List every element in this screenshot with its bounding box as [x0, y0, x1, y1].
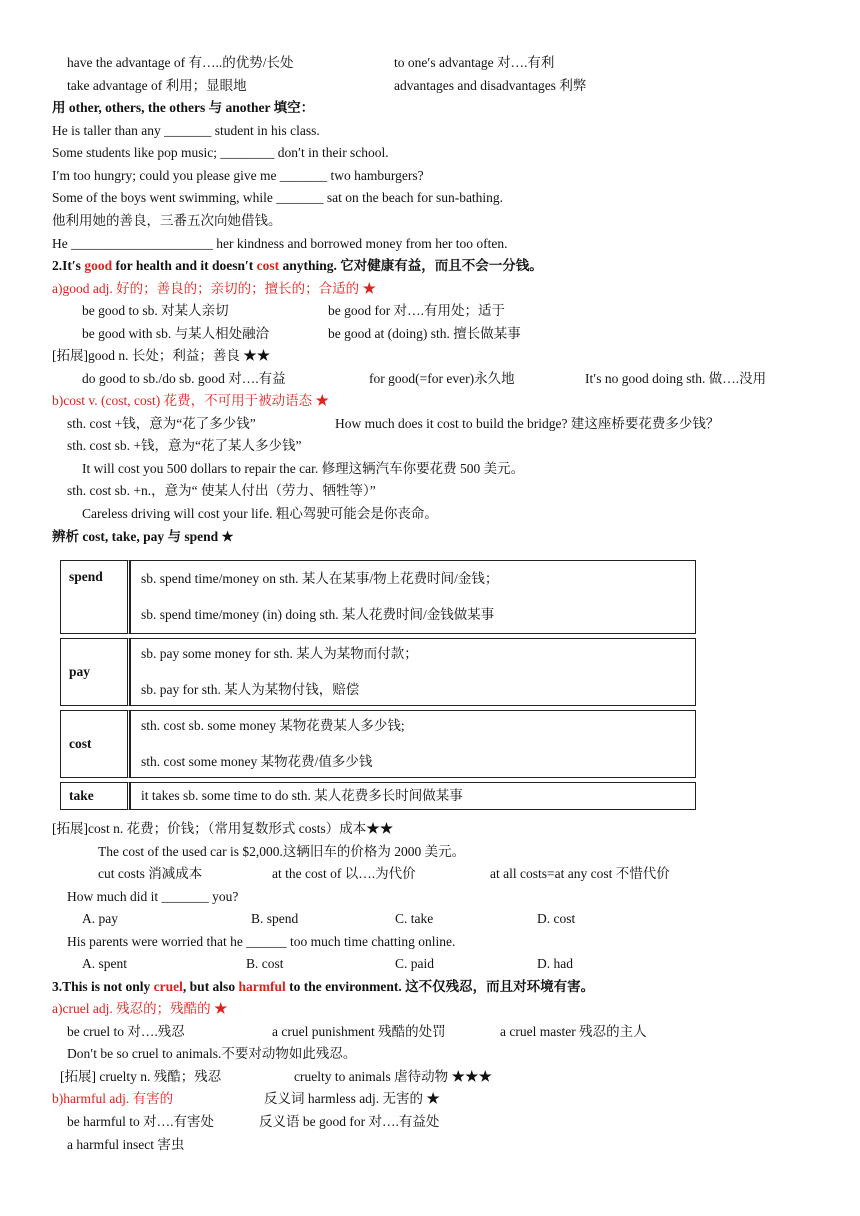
definition-cruel-adj: a)cruel adj. 残忍的；残酷的 ★ — [52, 1001, 228, 1016]
table-cell-line: sb. pay for sth. 某人为某物付钱，赔偿 — [141, 682, 360, 697]
comparison-table — [60, 556, 696, 814]
table-key: spend — [60, 560, 130, 634]
option: B. cost — [246, 956, 284, 971]
table-row — [60, 560, 696, 634]
comparison-heading: 辨析 cost, take, pay 与 spend ★ — [52, 529, 234, 544]
question-1: How much did it _______ you? — [67, 889, 239, 904]
keyword-harmful: harmful — [238, 979, 286, 994]
phrase: It′s no good doing sth. 做….没用 — [585, 371, 767, 386]
phrase-take-advantage: take advantage of 利用；显眼地 — [67, 78, 247, 93]
phrase: a cruel master 残忍的主人 — [500, 1024, 647, 1039]
section-heading-2: 2.It′s good for health and it doesn′t cost anything. 它对健康有益，而且不会一分钱。 — [52, 258, 543, 273]
definition-cost-verb: b)cost v. (cost, cost) 花费，不可用于被动语态 ★ — [52, 393, 329, 408]
phrase: at the cost of 以….为代价 — [272, 866, 416, 881]
phrase-ones-advantage: to one′s advantage 对….有利 — [394, 55, 555, 70]
phrase: at all costs=at any cost 不惜代价 — [490, 866, 670, 881]
example: How much does it cost to build the bridge? 建这座桥要花费多少钱？ — [335, 416, 720, 431]
table-row — [60, 782, 696, 810]
translation-prompt: 他利用她的善良，三番五次向她借钱。 — [52, 213, 282, 228]
phrase-advantages-disadvantages: advantages and disadvantages 利弊 — [394, 78, 587, 93]
translation-blank: He _____________________ her kindness and borrowed money from her too often. — [52, 236, 508, 251]
option: C. paid — [395, 956, 434, 971]
exercise-sentence: Some students like pop music; ________ don′t in their school. — [52, 145, 389, 160]
exercise-heading-other: 用 other, others, the others 与 another 填空： — [52, 100, 315, 115]
exercise-sentence: I′m too hungry; could you please give me _______ two hamburgers? — [52, 168, 424, 183]
table-cell-line: sth. cost some money 某物花费/值多少钱 — [141, 754, 373, 769]
phrase: 反义语 be good for 对….有益处 — [259, 1114, 440, 1129]
phrase: be good with sb. 与某人相处融洽 — [82, 326, 270, 341]
table-cell-line: sb. spend time/money (in) doing sth. 某人花费时间/金钱做某事 — [141, 607, 495, 622]
definition-good-adj: a)good adj. 好的；善良的；亲切的；擅长的；合适的 ★ — [52, 281, 376, 296]
example: Careless driving will cost your life. 粗心驾驶可能会是你丧命。 — [82, 506, 438, 521]
phrase: cruelty to animals 虐待动物 ★★★ — [294, 1069, 492, 1084]
table-cell-line: sb. spend time/money on sth. 某人在某事/物上花费时间/金钱； — [141, 571, 499, 586]
phrase: do good to sb./do sb. good 对….有益 — [82, 371, 286, 386]
table-key: cost — [60, 710, 130, 778]
extension-cost-noun: [拓展]cost n. 花费；价钱；（常用复数形式 costs）成本★★ — [52, 821, 394, 836]
option: B. spend — [251, 911, 299, 926]
phrase: be good to sb. 对某人亲切 — [82, 303, 229, 318]
exercise-sentence: Some of the boys went swimming, while _______ sat on the beach for sun-bathing. — [52, 190, 504, 205]
extension-good-noun: [拓展]good n. 长处；利益；善良 ★★ — [52, 348, 271, 363]
phrase: be cruel to 对….残忍 — [67, 1024, 185, 1039]
example: It will cost you 500 dollars to repair the car. 修理这辆汽车你要花费 500 美元。 — [82, 461, 525, 476]
table-key: take — [60, 782, 130, 810]
option: A. spent — [82, 956, 127, 971]
exercise-sentence: He is taller than any _______ student in his class. — [52, 123, 320, 138]
table-cell-line: sth. cost sb. some money 某物花费某人多少钱; — [141, 718, 405, 733]
option: D. cost — [537, 911, 576, 926]
phrase: be good at (doing) sth. 擅长做某事 — [328, 326, 521, 341]
option: A. pay — [82, 911, 118, 926]
table-row — [60, 638, 696, 706]
table-key: pay — [60, 638, 130, 706]
usage: sth. cost sb. +n.，意为“ 使某人付出（劳力、牺牲等）” — [67, 483, 376, 498]
table-cell-line: it takes sb. some time to do sth. 某人花费多长时间做某事 — [141, 788, 463, 803]
example: The cost of the used car is $2,000.这辆旧车的价格为 2000 美元。 — [98, 844, 466, 859]
keyword-cruel: cruel — [153, 979, 183, 994]
definition-harmful-adj: b)harmful adj. 有害的 — [52, 1091, 174, 1106]
phrase-have-advantage: have the advantage of 有…..的优势/长处 — [67, 55, 294, 70]
antonym: 反义词 harmless adj. 无害的 ★ — [264, 1091, 440, 1106]
phrase: for good(=for ever)永久地 — [369, 371, 515, 386]
extension-cruelty: [拓展] cruelty n. 残酷；残忍 — [60, 1069, 222, 1084]
phrase: cut costs 消减成本 — [98, 866, 203, 881]
keyword-good: good — [84, 258, 113, 273]
phrase: be good for 对….有用处；适于 — [328, 303, 505, 318]
question-2: His parents were worried that he ______ too much time chatting online. — [67, 934, 456, 949]
phrase: a harmful insect 害虫 — [67, 1137, 185, 1152]
keyword-cost: cost — [256, 258, 280, 273]
example: Don′t be so cruel to animals.不要对动物如此残忍。 — [67, 1046, 357, 1061]
table-row — [60, 710, 696, 778]
section-heading-3: 3.This is not only cruel, but also harmful to the environment. 这不仅残忍，而且对环境有害。 — [52, 979, 595, 994]
option: C. take — [395, 911, 434, 926]
usage: sth. cost +钱，意为“花了多少钱” — [67, 416, 256, 431]
usage: sth. cost sb. +钱，意为“花了某人多少钱” — [67, 438, 302, 453]
table-cell-line: sb. pay some money for sth. 某人为某物而付款； — [141, 646, 418, 661]
option: D. had — [537, 956, 573, 971]
phrase: a cruel punishment 残酷的处罚 — [272, 1024, 446, 1039]
phrase: be harmful to 对….有害处 — [67, 1114, 214, 1129]
